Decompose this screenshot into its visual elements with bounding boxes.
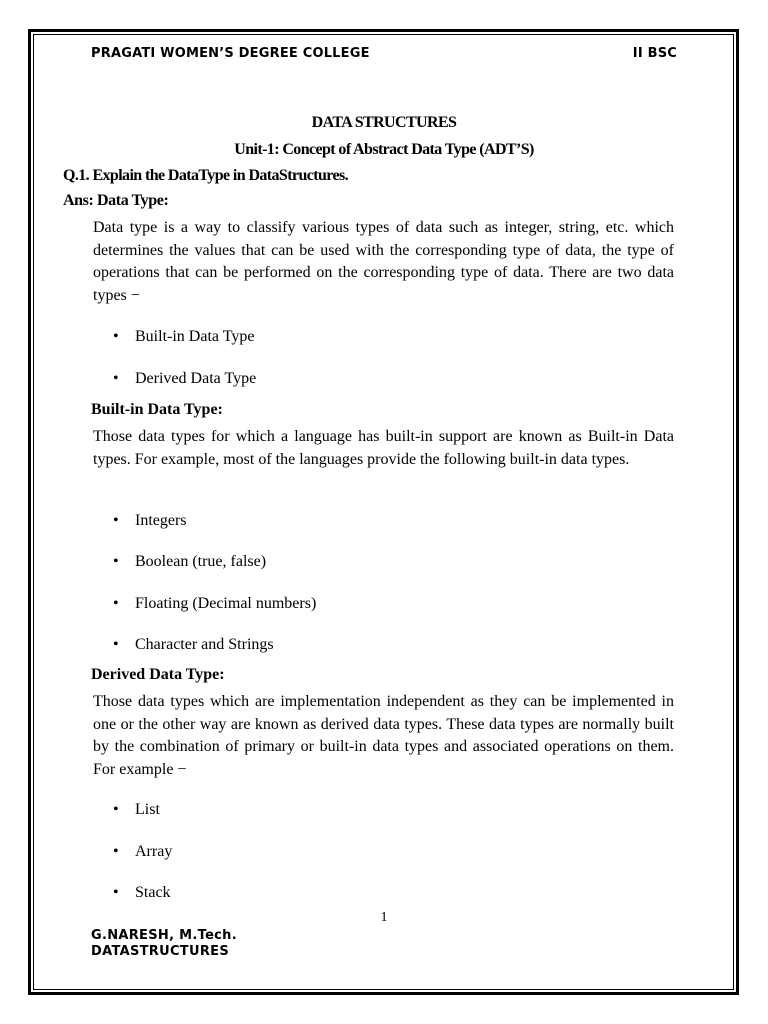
list-item-text: Derived Data Type [135,370,257,387]
list-item-text: Array [135,843,173,860]
page-number: 1 [380,910,388,925]
list-item [113,328,254,346]
list-item-text: Integers [135,512,187,529]
bullet-icon: • [113,328,119,345]
list-item [113,595,316,613]
list-item-text: Floating (Decimal numbers) [135,595,317,612]
derived-heading: Derived Data Type: [91,666,225,683]
list-item-text: Stack [135,884,171,901]
list-item-text: Built-in Data Type [135,328,255,345]
footer [91,928,237,960]
bullet-icon: • [113,884,119,901]
list-item [113,843,172,861]
bullet-icon: • [113,636,119,653]
intro-paragraph: Data type is a way to classify various types of data such as integer, string, etc. which determines the values that can be used with the corresponding type of data, the type of operations that can be performed on the corresponding type of data. There are two data types − [93,219,674,305]
list-item [113,553,266,571]
list-item [113,801,160,819]
list-item-text: Boolean (true, false) [135,553,267,570]
list-item [113,636,274,654]
footer-author: G.NARESH, M.Tech. [91,928,237,943]
list-item [113,370,256,388]
bullet-icon: • [113,595,119,612]
footer-subject: DATASTRUCTURES [91,944,229,959]
header-college: PRAGATI WOMEN’S DEGREE COLLEGE [91,46,370,61]
question: Q.1. Explain the DataType in DataStructures. [63,167,349,184]
derived-paragraph: Those data types which are implementation independent as they can be implemented in one or the other way are known as derived data types. These data types are normally built by the combination of primary or built-in data types and associated operations on them. For example − [93,693,674,779]
builtin-heading: Built-in Data Type: [91,401,223,418]
bullet-icon: • [113,512,119,529]
header-class: II BSC [632,46,677,61]
builtin-paragraph: Those data types for which a language has built-in support are known as Built-in Data types. For example, most of the languages provide the following built-in data types. [93,428,674,468]
list-item [113,512,187,530]
bullet-icon: • [113,553,119,570]
answer-label: Ans: Data Type: [63,192,169,209]
list-item-text: List [135,801,160,818]
bullet-icon: • [113,801,119,818]
bullet-icon: • [113,370,119,387]
document-subtitle: Unit-1: Concept of Abstract Data Type (ADT’S) [234,141,534,158]
list-item [113,884,171,902]
list-item-text: Character and Strings [135,636,274,653]
document-title: DATA STRUCTURES [311,114,457,131]
bullet-icon: • [113,843,119,860]
